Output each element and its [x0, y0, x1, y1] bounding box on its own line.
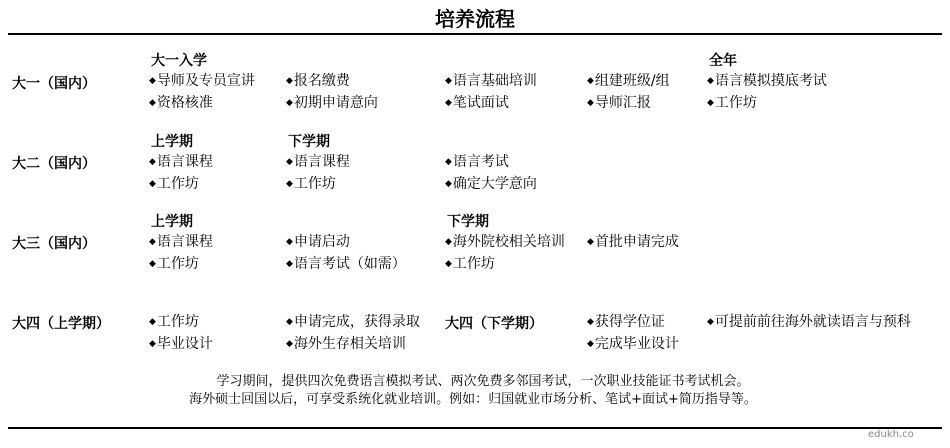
bullet-icon: ◆	[286, 98, 293, 108]
heading-first-semester: 上学期	[151, 214, 193, 230]
bullet-icon: ◆	[587, 317, 594, 327]
list-item: ◆导师汇报	[587, 95, 651, 111]
list-item: ◆毕业设计	[149, 336, 213, 352]
heading-second-semester: 下学期	[447, 214, 489, 230]
row-label-year1: 大一（国内）	[12, 76, 96, 92]
list-item: ◆语言课程	[149, 154, 213, 170]
bullet-icon: ◆	[149, 98, 156, 108]
row-label-year2: 大二（国内）	[12, 156, 96, 172]
list-item: ◆报名缴费	[286, 73, 350, 89]
bullet-icon: ◆	[149, 259, 156, 269]
list-item: ◆确定大学意向	[445, 176, 537, 192]
row-label-year4-second: 大四（下学期）	[445, 316, 543, 332]
top-divider	[8, 33, 942, 35]
list-item: ◆可提前前往海外就读语言与预科	[707, 314, 911, 330]
list-item: ◆导师及专员宣讲	[149, 73, 255, 89]
list-item: ◆申请启动	[286, 234, 350, 250]
bullet-icon: ◆	[587, 98, 594, 108]
list-item: ◆工作坊	[286, 176, 336, 192]
bullet-icon: ◆	[587, 237, 594, 247]
bullet-icon: ◆	[707, 317, 714, 327]
note-text: 海外硕士回国以后，可享受系统化就业培训。例如：归国就业市场分析、笔试+面试+简历指导等。	[189, 392, 757, 407]
list-item: ◆海外生存相关培训	[286, 336, 406, 352]
bullet-icon: ◆	[286, 237, 293, 247]
list-item: ◆工作坊	[149, 256, 199, 272]
list-item: ◆语言考试	[445, 154, 509, 170]
list-item: ◆海外院校相关培训	[445, 234, 565, 250]
list-item: ◆初期申请意向	[286, 95, 378, 111]
bullet-icon: ◆	[149, 339, 156, 349]
bullet-icon: ◆	[286, 259, 293, 269]
list-item: ◆工作坊	[149, 314, 199, 330]
bottom-divider	[8, 427, 942, 429]
list-item: ◆首批申请完成	[587, 234, 679, 250]
note-text: 学习期间，提供四次免费语言模拟考试、两次免费多邻国考试，一次职业技能证书考试机会。	[216, 374, 750, 389]
bullet-icon: ◆	[445, 98, 452, 108]
bullet-icon: ◆	[286, 76, 293, 86]
list-item: ◆语言模拟摸底考试	[707, 73, 827, 89]
bullet-icon: ◆	[707, 76, 714, 86]
heading-second-semester: 下学期	[288, 134, 330, 150]
bullet-icon: ◆	[149, 237, 156, 247]
bullet-icon: ◆	[286, 339, 293, 349]
bullet-icon: ◆	[445, 157, 452, 167]
bullet-icon: ◆	[149, 76, 156, 86]
bullet-icon: ◆	[149, 179, 156, 189]
watermark: edukh.co	[868, 429, 914, 440]
bullet-icon: ◆	[445, 76, 452, 86]
bullet-icon: ◆	[149, 157, 156, 167]
heading-full-year: 全年	[709, 53, 737, 69]
bullet-icon: ◆	[286, 317, 293, 327]
bullet-icon: ◆	[445, 179, 452, 189]
list-item: ◆资格核准	[149, 95, 213, 111]
page-title: 培养流程	[435, 7, 515, 31]
bullet-icon: ◆	[149, 317, 156, 327]
bullet-icon: ◆	[587, 339, 594, 349]
row-label-year4-first: 大四（上学期）	[12, 316, 110, 332]
list-item: ◆工作坊	[707, 95, 757, 111]
bullet-icon: ◆	[707, 98, 714, 108]
list-item: ◆语言课程	[149, 234, 213, 250]
list-item: ◆完成毕业设计	[587, 336, 679, 352]
bullet-icon: ◆	[286, 157, 293, 167]
list-item: ◆语言考试（如需）	[286, 256, 406, 272]
bullet-icon: ◆	[286, 179, 293, 189]
list-item: ◆工作坊	[149, 176, 199, 192]
heading-first-semester: 上学期	[151, 134, 193, 150]
list-item: ◆工作坊	[445, 256, 495, 272]
list-item: ◆笔试面试	[445, 95, 509, 111]
list-item: ◆组建班级/组	[587, 73, 670, 89]
bullet-icon: ◆	[445, 237, 452, 247]
heading-freshman-entry: 大一入学	[151, 53, 207, 69]
row-label-year3: 大三（国内）	[12, 236, 96, 252]
bullet-icon: ◆	[445, 259, 452, 269]
bullet-icon: ◆	[587, 76, 594, 86]
list-item: ◆获得学位证	[587, 314, 665, 330]
list-item: ◆语言课程	[286, 154, 350, 170]
list-item: ◆语言基础培训	[445, 73, 537, 89]
list-item: ◆申请完成，获得录取	[286, 314, 420, 330]
